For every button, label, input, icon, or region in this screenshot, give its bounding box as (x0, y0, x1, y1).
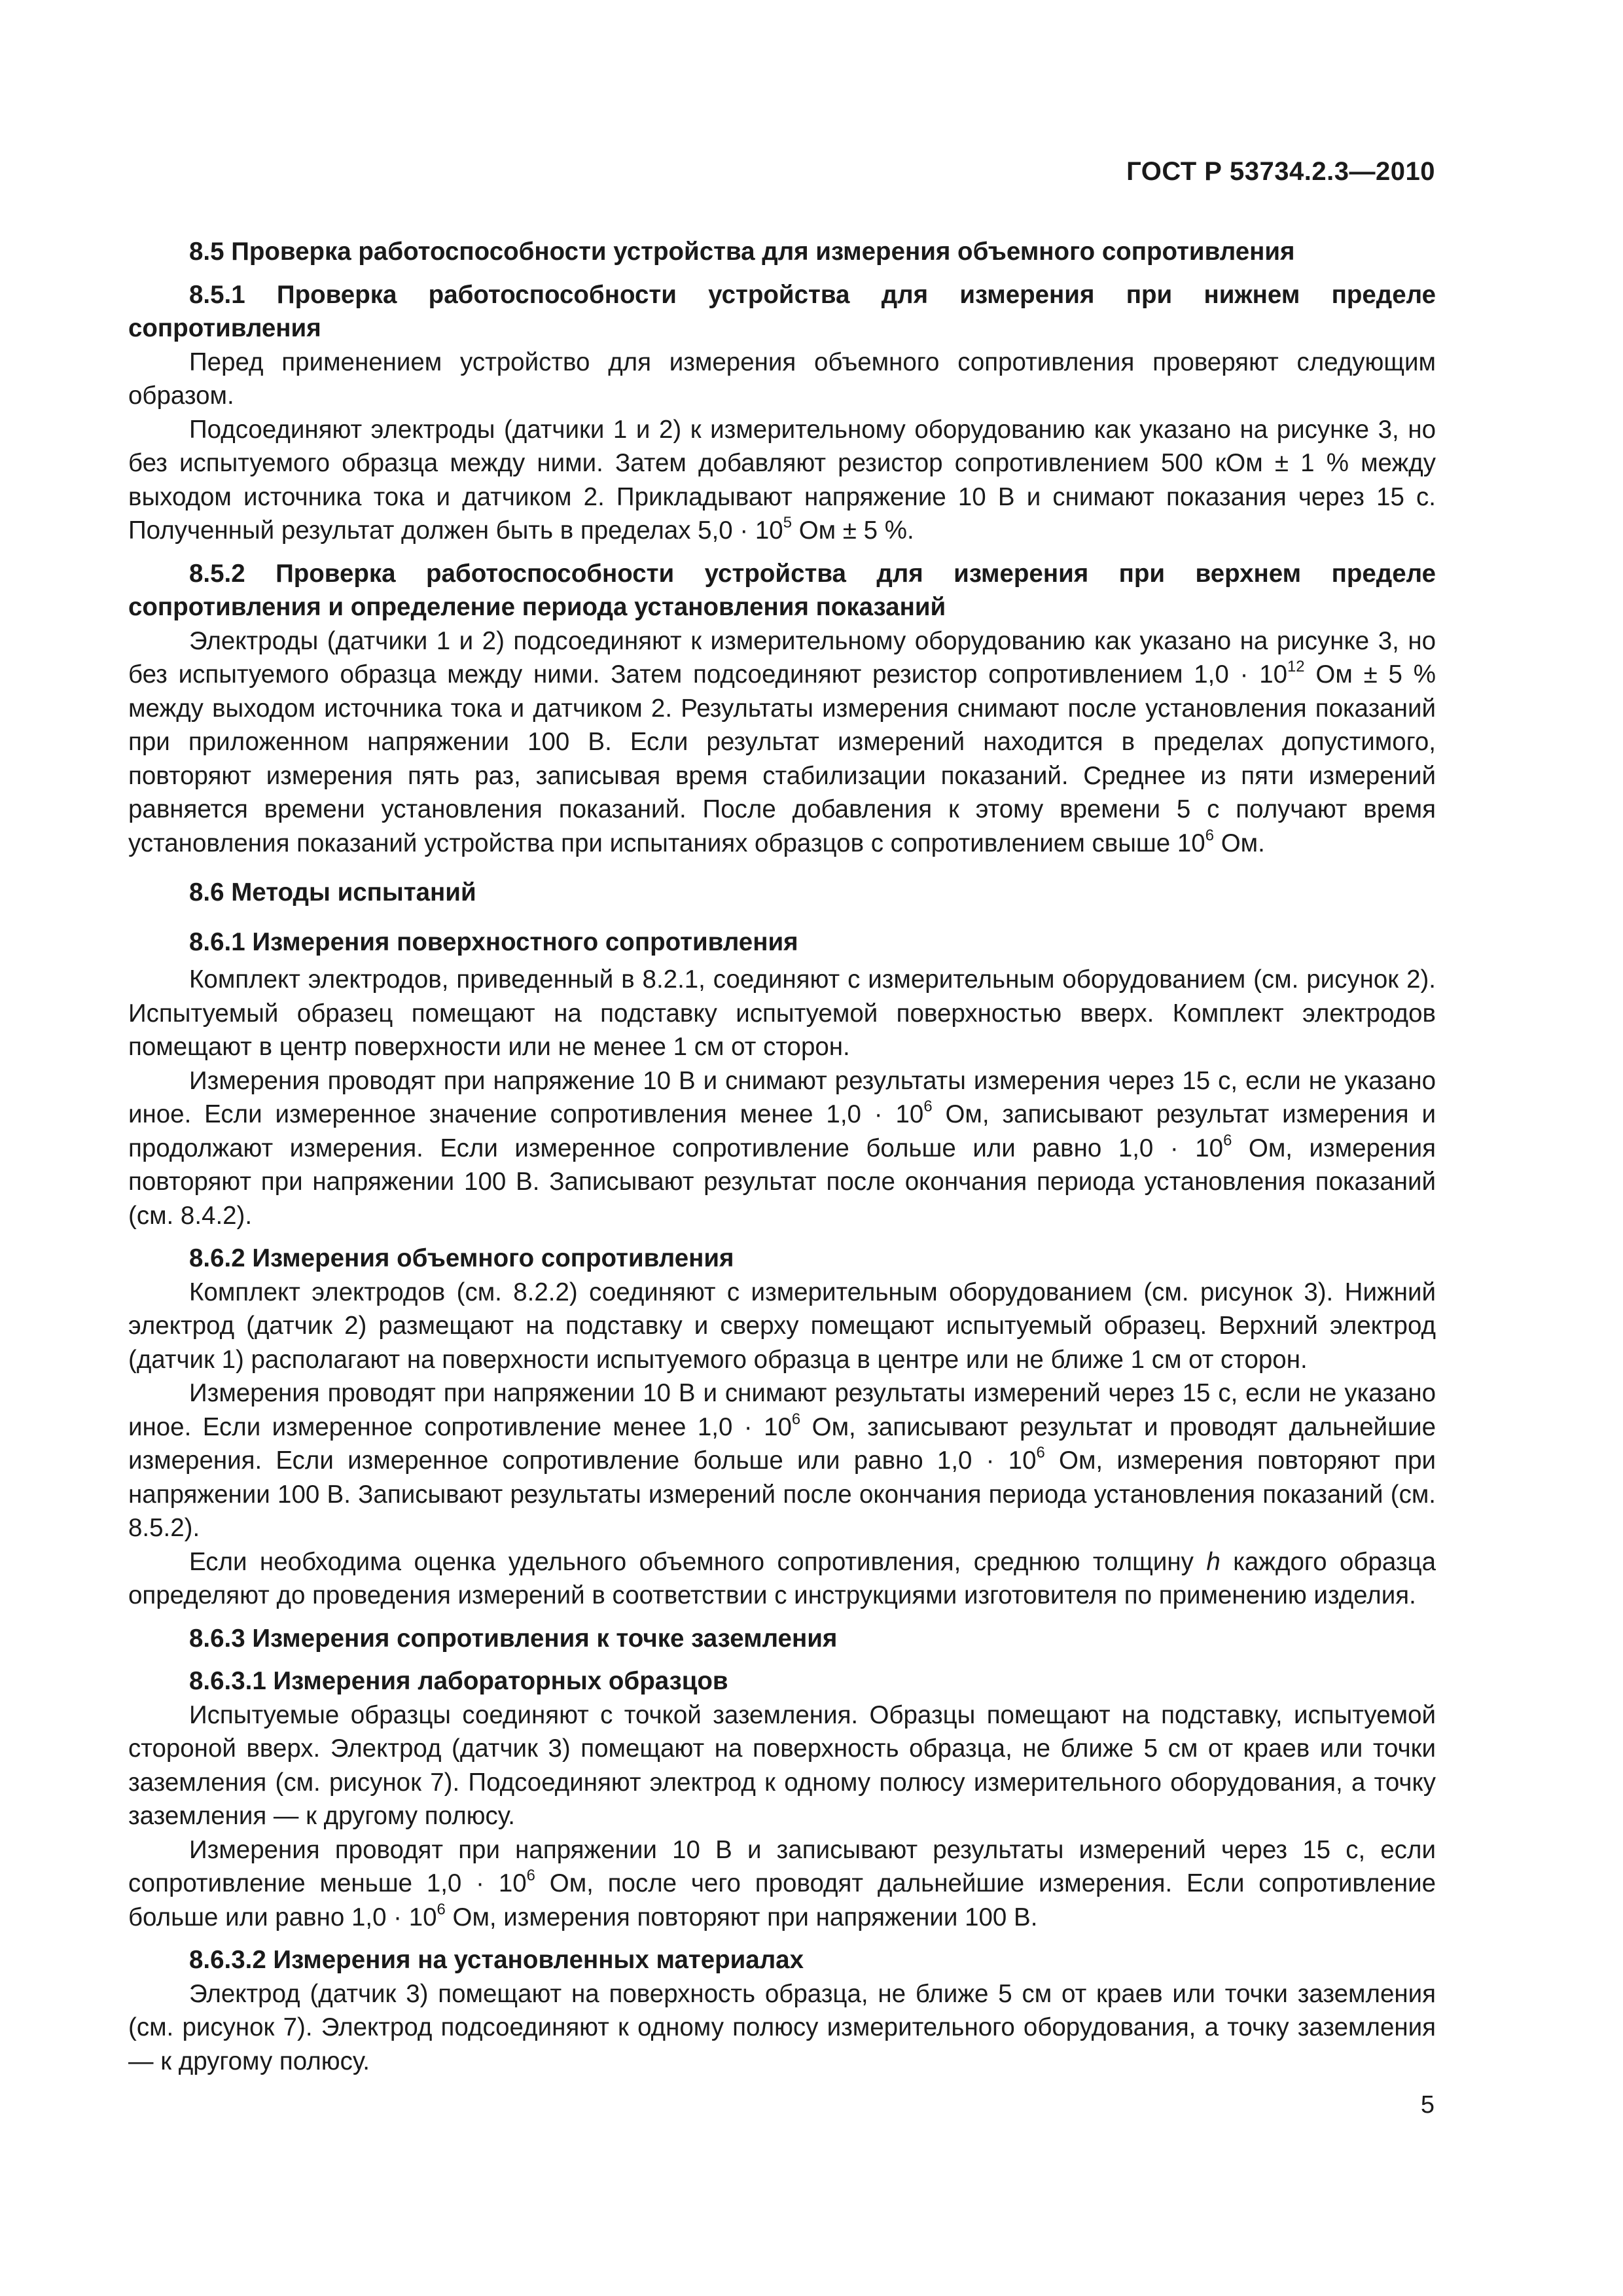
body-paragraph: Если необходима оценка удельного объемного сопротивления, среднюю толщину h каждого образца определяют до проведения измерений в соответствии с инструкциями изготовителя по применению изделия. (128, 1547, 1436, 1609)
section-heading: 8.6.3.1 Измерения лабораторных образцов (189, 1667, 728, 1695)
body-paragraph: Подсоединяют электроды (датчики 1 и 2) к измерительному оборудованию как указано на рисунке 3, но без испытуемого образца между ними. Затем добавляют резистор сопротивлением 500 кОм ± 1 % между выходом источника тока и датчиком 2. Прикладывают напряжение 10 В и снимают показания через 15 с. Полученный результат должен быть в пределах $5,0 \cdot 10^5$ Ом ± 5 %. (128, 415, 1436, 545)
section-heading: 8.6.3 Измерения сопротивления к точке заземления (189, 1624, 838, 1653)
section-heading: 8.5.1 Проверка работоспособности устройства для измерения при нижнем пределе сопротивления (128, 280, 1436, 342)
section-heading: 8.5 Проверка работоспособности устройства для измерения объемного сопротивления (189, 238, 1295, 266)
section-heading: 8.6.3.2 Измерения на установленных материалах (189, 1946, 804, 1974)
body-paragraph: Электрод (датчик 3) помещают на поверхность образца, не ближе 5 см от краев или точки заземления (см. рисунок 7). Электрод подсоединяют к одному полюсу измерительного оборудования, а точку заземления — к другому полюсу. (128, 1979, 1436, 2075)
body-paragraph: Измерения проводят при напряжении 10 В и снимают результаты измерений через 15 с, если не указано иное. Если измеренное сопротивление менее $1,0 \cdot 10^6$ Ом, записывают результат и проводят дальнейшие измерения. Если измеренное сопротивление больше или равно $1,0 \cdot 10^6$ Ом, измерения повторяют при напряжении 100 В. Записывают результаты измерений после окончания периода установления показаний (см. 8.5.2). (128, 1379, 1436, 1542)
body-paragraph: Перед применением устройство для измерения объемного сопротивления проверяют следующим образом. (128, 348, 1436, 410)
body-paragraph: Измерения проводят при напряжении 10 В и записывают результаты измерений через 15 с, если сопротивление меньше $1,0 \cdot 10^6$ Ом, после чего проводят дальнейшие измерения. Если сопротивление больше или равно $1,0 \cdot 10^6$ Ом, измерения повторяют при напряжении 100 В. (128, 1835, 1436, 1931)
section-heading: 8.6 Методы испытаний (189, 878, 476, 906)
section-heading: 8.6.2 Измерения объемного сопротивления (189, 1244, 734, 1272)
body-paragraph: Электроды (датчики 1 и 2) подсоединяют к измерительному оборудованию как указано на рисунке 3, но без испытуемого образца между ними. Затем подсоединяют резистор сопротивлением $1,0 \cdot 10^{12}$ Ом ± 5 % между выходом источника тока и датчиком 2. Результаты измерения снимают после установления показаний при приложенном напряжении 100 В. Если результат измерений находится в пределах допустимого, повторяют измерения пять раз, записывая время стабилизации показаний. Среднее из пяти измерений равняется времени установления показаний. После добавления к этому времени 5 с получают время установления показаний устройства при испытаниях образцов с сопротивлением свыше $10^6$ Ом. (128, 626, 1436, 857)
body-paragraph: Комплект электродов, приведенный в 8.2.1, соединяют с измерительным оборудованием (см. рисунок 2). Испытуемый образец помещают на подставку испытуемой поверхностью вверх. Комплект электродов помещают в центр поверхности или не менее 1 см от сторон. (128, 965, 1436, 1061)
body-paragraph: Комплект электродов (см. 8.2.2) соединяют с измерительным оборудованием (см. рисунок 3). Нижний электрод (датчик 2) размещают на подставку и сверху помещают испытуемый образец. Верхний электрод (датчик 1) располагают на поверхности испытуемого образца в центре или не ближе 1 см от сторон. (128, 1278, 1436, 1374)
section-heading: 8.6.1 Измерения поверхностного сопротивления (189, 927, 798, 956)
page-number: 5 (1420, 2091, 1435, 2119)
section-heading: 8.5.2 Проверка работоспособности устройства для измерения при верхнем пределе сопротивления и определение периода установления показаний (128, 559, 1436, 621)
body-paragraph: Измерения проводят при напряжение 10 В и снимают результаты измерения через 15 с, если не указано иное. Если измеренное значение сопротивления менее $1,0 \cdot 10^6$ Ом, записывают результат измерения и продолжают измерения. Если измеренное сопротивление больше или равно $1,0 \cdot 10^6$ Ом, измерения повторяют при напряжении 100 В. Записывают результат после окончания периода установления показаний (см. 8.4.2). (128, 1066, 1436, 1230)
body-paragraph: Испытуемые образцы соединяют с точкой заземления. Образцы помещают на подставку, испытуемой стороной вверх. Электрод (датчик 3) помещают на поверхность образца, не ближе 5 см от краев или точки заземления (см. рисунок 7). Подсоединяют электрод к одному полюсу измерительного оборудования, а точку заземления — к другому полюсу. (128, 1700, 1436, 1830)
document-number: ГОСТ Р 53734.2.3—2010 (1126, 157, 1435, 186)
document-body (128, 226, 1436, 2078)
